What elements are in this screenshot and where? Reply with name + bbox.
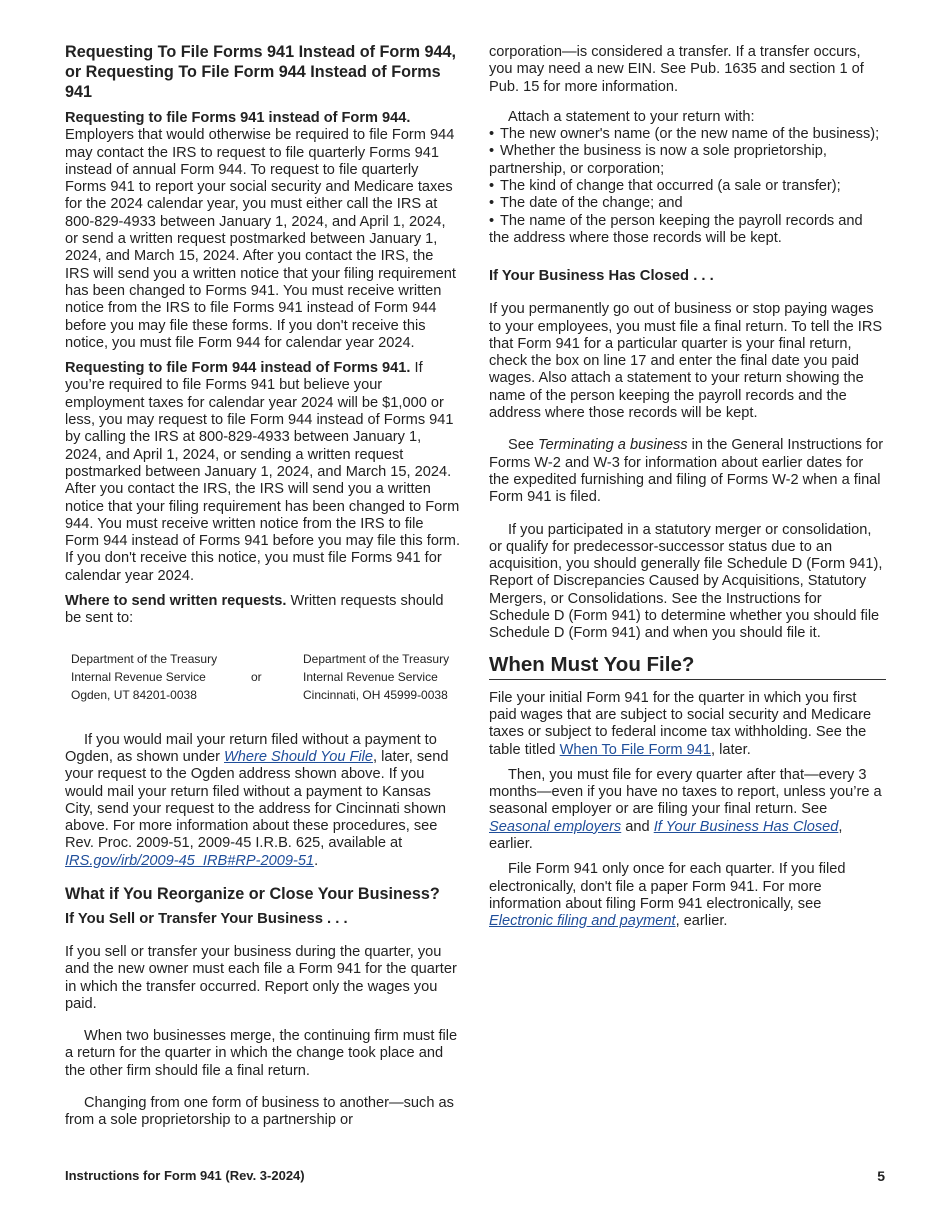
paragraph-final-return: If you permanently go out of business or stop paying wages to your employees, you must file a final return. To tell the IRS that Form 941 for a particular quarter is your final return, check the box on line 17 and enter the final date you paid wages. Also attach a statement to your return showing the name of the person keeping the payroll records and the address where those records will be kept. <box>489 301 883 422</box>
footer-title: Instructions for Form 941 (Rev. 3-2024) <box>65 1168 305 1183</box>
run-in-heading: Requesting to file Form 944 instead of Forms 941. <box>65 360 411 377</box>
address-table <box>71 650 460 704</box>
paragraph-file-once: File Form 941 only once for each quarter. If you filed electronically, don't file a paper Form 941. For more information about filing Form 941 electronically, see Electronic filing and payment, earlier. <box>489 861 846 930</box>
heading-sell-transfer: If You Sell or Transfer Your Business . . . <box>65 910 348 927</box>
paragraph-every-quarter: Then, you must file for every quarter after that—every 3 months—even if you have no taxes to report, unless you’re a seasonal employer or are filing your final return. See Seasonal employers and If Your Business Has Closed, earlier. <box>489 766 882 852</box>
paragraph-where-to-send: Where to send written requests. Written requests should be sent to: <box>65 593 444 627</box>
paragraph-merge: When two businesses merge, the continuing firm must file a return for the quarter in which the change took place and the other firm should file a final return. <box>65 1028 458 1079</box>
paragraph-request-944: Requesting to file Form 944 instead of Forms 941. If you’re required to file Forms 941 but believe your employment taxes for calendar year 2024 will be $1,000 or less, you may request to file Form 944 instead of Forms 941 by calling the IRS at 800-829-4933 between January 1, 2024, and April 1, 2024, or sending a written request postmarked between January 1, 2024, and March 15, 2024. After you contact the IRS, the IRS will send you a written notice that your filing requirement has been changed to Form 944. You must receive written notice from the IRS to file Form 944 instead of Forms 941 before you may file this form. If you don't receive this notice, you must file Forms 941 for calendar year 2024. <box>65 360 461 584</box>
page-number: 5 <box>877 1168 885 1184</box>
paragraph-changing-form: Changing from one form of business to another—such as from a sole proprietorship to a partnership or <box>65 1095 454 1129</box>
statement-bullet-list <box>489 126 886 247</box>
paragraph-attach-statement: Attach a statement to your return with: <box>508 108 755 125</box>
link-where-should-you-file[interactable]: Where Should You File <box>224 748 374 765</box>
address-cincinnati: Department of the Treasury Internal Revenue Service Cincinnati, OH 45999-0038 <box>303 651 450 702</box>
link-if-your-business-has-closed[interactable]: If Your Business Has Closed <box>653 818 839 835</box>
left-column <box>65 42 460 1138</box>
paragraph-initial-form: File your initial Form 941 for the quarter in which you first paid wages that are subject to social security and Medicare taxes or subject to federal income tax withholding. See the table titled When To File Form 941, later. <box>489 689 872 758</box>
heading-when-must-you-file: When Must You File? <box>489 653 886 680</box>
paragraph-terminating: See Terminating a business in the General Instructions for Forms W-2 and W-3 for information about earlier dates for the expedited furnishing and filing of Forms W-2 when a final Form 941 is filed. <box>489 437 884 506</box>
heading-requesting-forms: Requesting To File Forms 941 Instead of Form 944, or Requesting To File Form 944 Instead of Forms 941 <box>65 43 456 101</box>
paragraph-transfer-ein: corporation—is considered a transfer. If a transfer occurs, you may need a new EIN. See Pub. 1635 and section 1 of Pub. 15 for more information. <box>489 44 864 95</box>
address-ogden: Department of the Treasury Internal Revenue Service Ogden, UT 84201-0038 <box>71 651 218 702</box>
link-electronic-filing[interactable]: Electronic filing and payment <box>489 913 676 930</box>
link-seasonal-employers[interactable]: Seasonal employers <box>489 818 622 835</box>
list-item: • The name of the person keeping the payroll records and the address where those records will be kept. <box>489 213 886 248</box>
list-item: • The kind of change that occurred (a sale or transfer); <box>489 178 886 195</box>
run-in-heading: Requesting to file Forms 941 instead of Form 944. <box>65 110 411 126</box>
list-item: • Whether the business is now a sole proprietorship, partnership, or corporation; <box>489 143 886 178</box>
right-column <box>489 44 886 938</box>
paragraph-mail-return: If you would mail your return filed without a payment to Ogden, as shown under Where Should You File, later, send your request to the Ogden address shown above. If you would mail your return filed without a payment to Kansas City, send your request to the address for Cincinnati shown above. For more information about these procedures, see Rev. Proc. 2009-51, 2009-45 I.R.B. 625, available at IRS.gov/irb/2009-45_IRB#RP-2009-51. <box>65 731 449 869</box>
paragraph-request-941: Requesting to file Forms 941 instead of Form 944. Employers that would otherwise be required to file Form 944 may contact the IRS to request to file quarterly Forms 941 instead of annual Form 944. To request to file quarterly Forms 941 to report your social security and Medicare taxes for the 2024 calendar year, you must either call the IRS at 800-829-4933 between January 1, 2024, and April 1, 2024, or send a written request postmarked between January 1, 2024, and March 15, 2024. After you contact the IRS, the IRS will send you a written notice that your filing requirement has been changed to Forms 941. You must receive written notice from the IRS to file Forms 941 instead of Form 944 before you may file these forms. If you don't receive this notice, you must file Form 944 for calendar year 2024. <box>65 110 456 351</box>
link-irs-gov-irb[interactable]: IRS.gov/irb/2009-45_IRB#RP-2009-51 <box>65 852 315 869</box>
link-when-to-file-form-941[interactable]: When To File Form 941 <box>559 741 711 758</box>
list-item: • The new owner's name (or the new name of the business); <box>489 126 886 143</box>
paragraph-statutory-merger: If you participated in a statutory merger or consolidation, or qualify for predecessor-successor status due to an acquisition, you should generally file Schedule D (Form 941), Report of Discrepancies Caused by Acquisitions, Statutory Mergers, or Consolidations. See the Instructions for Schedule D (Form 941) to determine whether you should file Schedule D (Form 941) and when you should file it. <box>489 521 883 642</box>
list-item: • The date of the change; and <box>489 195 886 212</box>
heading-reorganize: What if You Reorganize or Close Your Business? <box>65 884 440 903</box>
run-in-heading: Where to send written requests. <box>65 593 287 610</box>
paragraph-sell-transfer: If you sell or transfer your business during the quarter, you and the new owner must each file a Form 941 for the quarter in which the transfer occurred. Report only the wages you paid. <box>65 943 457 1012</box>
heading-business-closed: If Your Business Has Closed . . . <box>489 268 714 285</box>
address-or: or <box>251 669 262 684</box>
